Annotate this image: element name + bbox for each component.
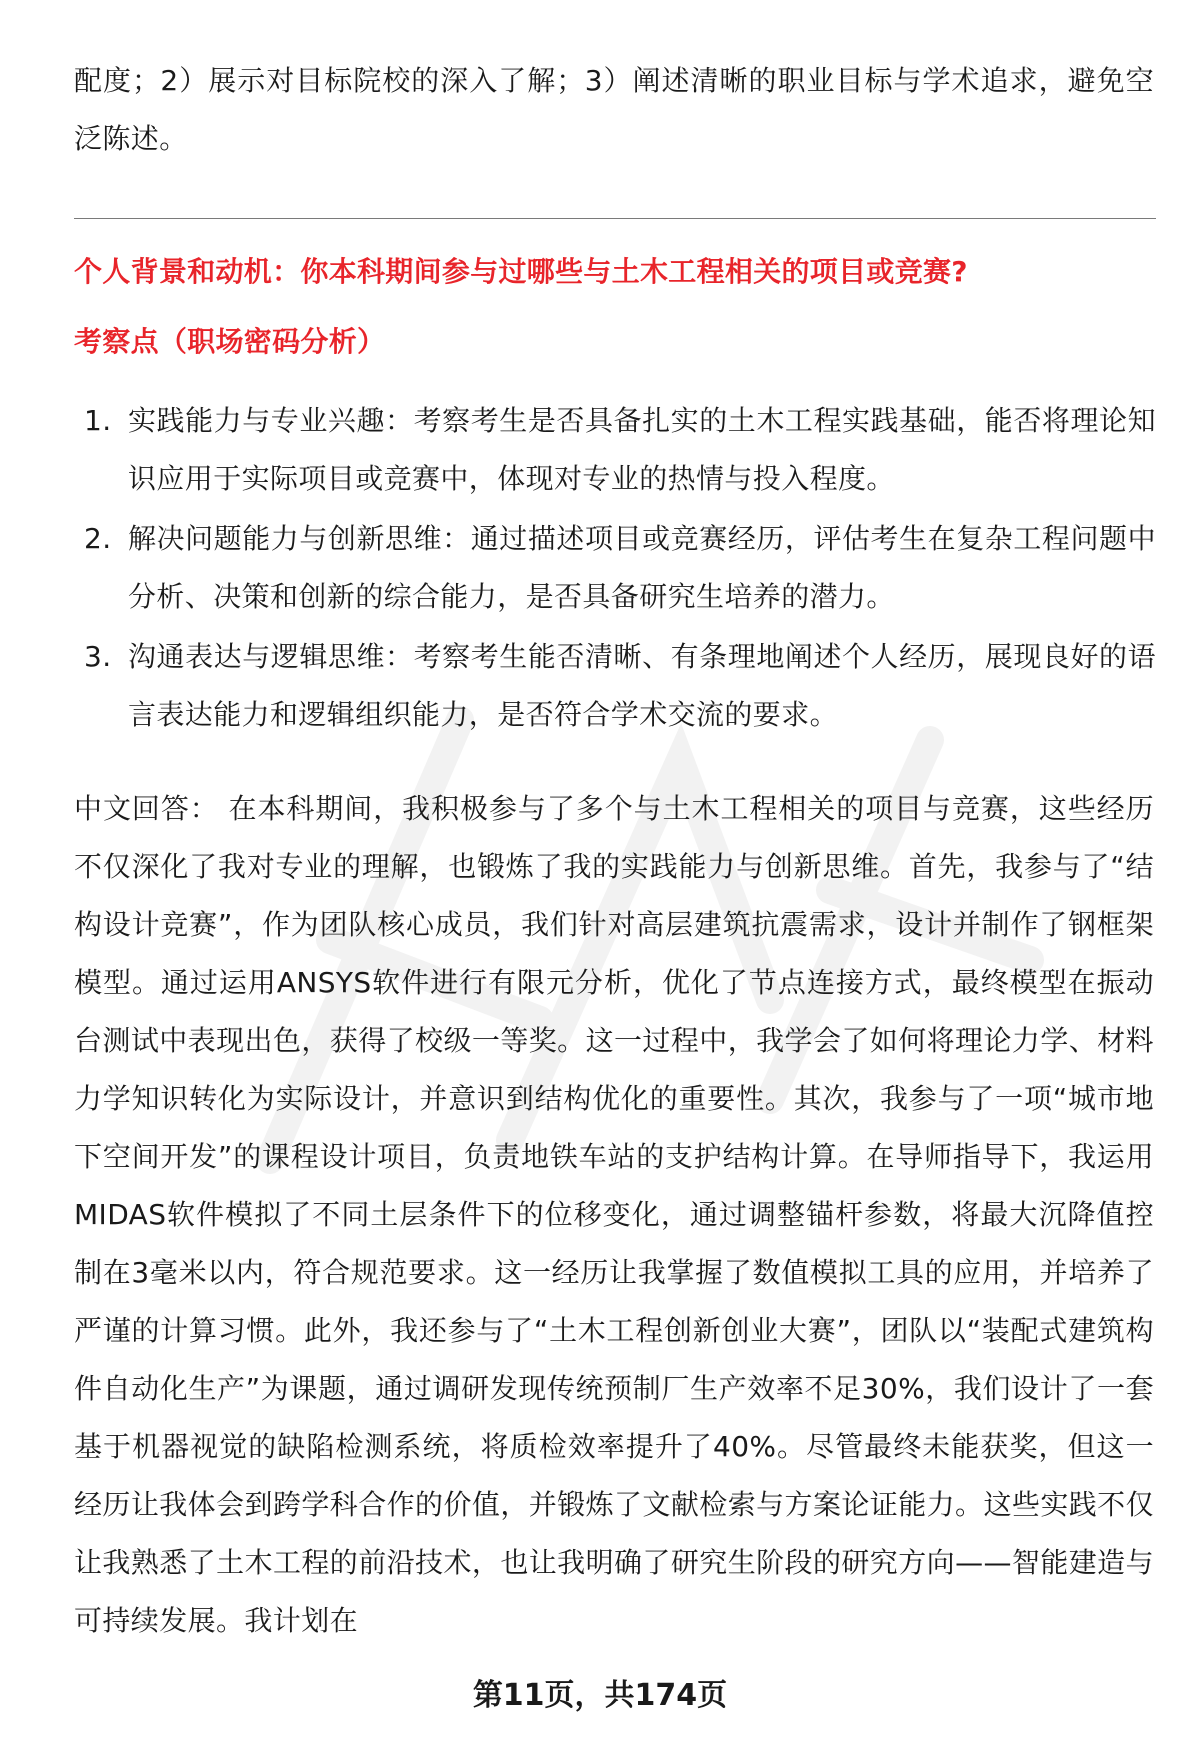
list-item-number: 1. — [84, 404, 112, 437]
list-item-number: 2. — [84, 522, 112, 555]
assessment-points-list — [74, 392, 1156, 746]
list-item — [74, 628, 1156, 744]
list-item-number: 3. — [84, 640, 112, 673]
question-heading: 个人背景和动机：你本科期间参与过哪些与土木工程相关的项目或竞赛? — [74, 255, 968, 288]
list-item — [74, 392, 1156, 508]
list-item-text: 解决问题能力与创新思维：通过描述项目或竞赛经历，评估考生在复杂工程问题中分析、决策和创新的综合能力，是否具备研究生培养的潜力。 — [128, 522, 1156, 613]
section-divider — [74, 218, 1156, 219]
answer-paragraph: 中文回答： 在本科期间，我积极参与了多个与土木工程相关的项目与竞赛，这些经历不仅深化了我对专业的理解，也锻炼了我的实践能力与创新思维。首先，我参与了“结构设计竞赛”，作为团队核心成员，我们针对高层建筑抗震需求，设计并制作了钢框架模型。通过运用ANSYS软件进行有限元分析，优化了节点连接方式，最终模型在振动台测试中表现出色，获得了校级一等奖。这一过程中，我学会了如何将理论力学、材料力学知识转化为实际设计，并意识到结构优化的重要性。其次，我参与了一项“城市地下空间开发”的课程设计项目，负责地铁车站的支护结构计算。在导师指导下，我运用MIDAS软件模拟了不同土层条件下的位移变化，通过调整锚杆参数，将最大沉降值控制在3毫米以内，符合规范要求。这一经历让我掌握了数值模拟工具的应用，并培养了严谨的计算习惯。此外，我还参与了“土木工程创新创业大赛”，团队以“装配式建筑构件自动化生产”为课题，通过调研发现传统预制厂生产效率不足30%，我们设计了一套基于机器视觉的缺陷检测系统，将质检效率提升了40%。尽管最终未能获奖，但这一经历让我体会到跨学科合作的价值，并锻炼了文献检索与方案论证能力。这些实践不仅让我熟悉了土木工程的前沿技术，也让我明确了研究生阶段的研究方向——智能建造与可持续发展。我计划在 — [74, 792, 1154, 1637]
page-number-footer: 第11页，共174页 — [472, 1678, 728, 1713]
list-item-text: 沟通表达与逻辑思维：考察考生能否清晰、有条理地阐述个人经历，展现良好的语言表达能力和逻辑组织能力，是否符合学术交流的要求。 — [128, 640, 1156, 731]
list-item-text: 实践能力与专业兴趣：考察考生是否具备扎实的土木工程实践基础，能否将理论知识应用于实际项目或竞赛中，体现对专业的热情与投入程度。 — [128, 404, 1156, 495]
intro-tail-paragraph: 配度；2）展示对目标院校的深入了解；3）阐述清晰的职业目标与学术追求，避免空泛陈述。 — [74, 64, 1154, 155]
assessment-points-heading: 考察点（职场密码分析） — [74, 325, 386, 358]
list-item — [74, 510, 1156, 626]
